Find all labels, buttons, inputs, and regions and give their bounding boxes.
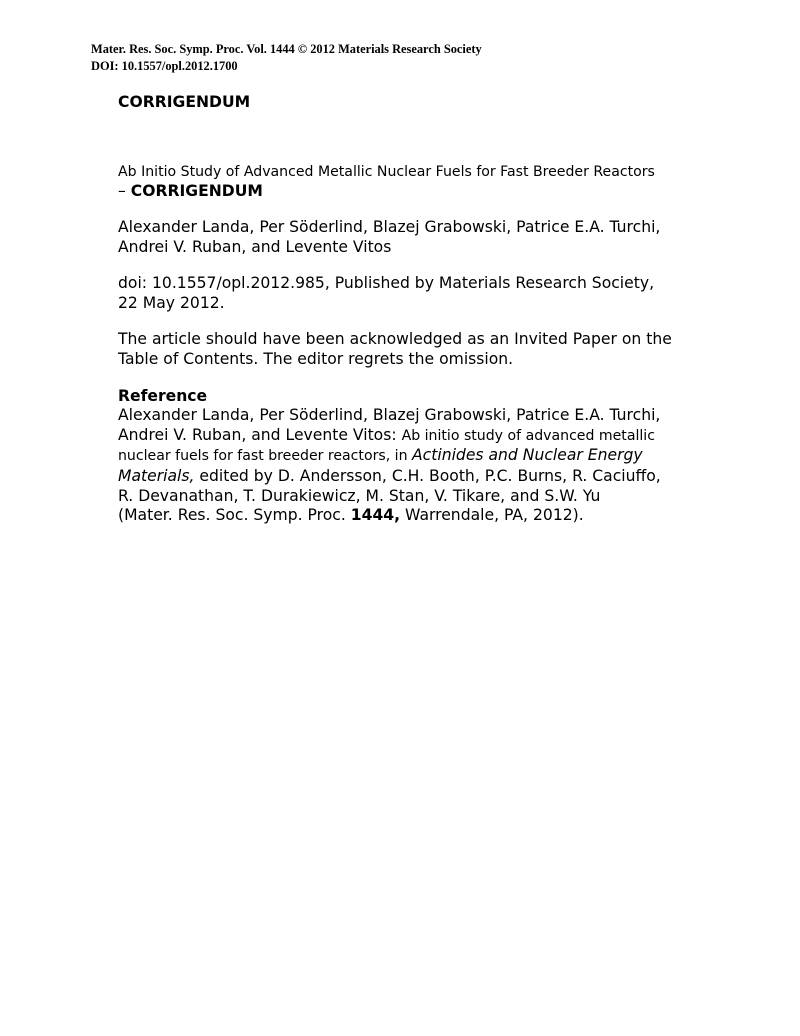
authors-line-1: Alexander Landa, Per Söderlind, Blazej Grabowski, Patrice E.A. Turchi,	[118, 218, 661, 236]
reference-title-part-1: Ab initio study of advanced metallic	[401, 427, 655, 444]
document-body	[118, 93, 698, 526]
page-heading: CORRIGENDUM	[118, 93, 251, 111]
reference-book-part-2: Materials,	[118, 466, 195, 485]
reference-line-6	[118, 506, 698, 526]
notice-line-2: Table of Contents. The editor regrets the omission.	[118, 349, 514, 368]
author-list	[118, 218, 698, 257]
reference-in-text: , in	[385, 448, 413, 465]
reference-line-3	[118, 446, 698, 467]
authors-line-2: Andrei V. Ruban, and Levente Vitos	[118, 237, 392, 256]
reference-proc-suffix: Warrendale, PA, 2012).	[400, 506, 584, 525]
journal-header	[91, 41, 482, 75]
reference-title-part-2: nuclear fuels for fast breeder reactors	[118, 448, 386, 465]
title-corrigendum: CORRIGENDUM	[130, 182, 263, 200]
reference-heading: Reference	[118, 386, 208, 405]
reference-editors-part-2: R. Devanathan, T. Durakiewicz, M. Stan, V. Tikare, and S.W. Yu	[118, 486, 601, 505]
reference-authors-line-1: Alexander Landa, Per Söderlind, Blazej Grabowski, Patrice E.A. Turchi,	[118, 406, 661, 425]
reference-authors-line-2: Andrei V. Ruban, and Levente Vitos:	[118, 425, 402, 444]
reference-proc-prefix: (Mater. Res. Soc. Symp. Proc.	[118, 506, 351, 525]
article-title-main: Ab Initio Study of Advanced Metallic Nuclear Fuels for Fast Breeder Reactors	[118, 164, 655, 180]
reference-line-2	[118, 426, 698, 447]
title-dash: –	[118, 182, 131, 200]
reference-section	[118, 387, 698, 526]
reference-line-4	[118, 467, 698, 487]
journal-doi: DOI: 10.1557/opl.2012.1700	[91, 59, 238, 73]
reference-volume: 1444,	[350, 506, 401, 525]
doi-info	[118, 274, 698, 313]
notice-line-1: The article should have been acknowledged as an Invited Paper on the	[118, 330, 672, 349]
journal-citation: Mater. Res. Soc. Symp. Proc. Vol. 1444 © 2012 Materials Research Society	[91, 42, 482, 56]
article-title-suffix	[118, 182, 698, 201]
article-title	[118, 163, 698, 201]
reference-book-part-1: Actinides and Nuclear Energy	[412, 446, 643, 465]
reference-editors-part-1: edited by D. Andersson, C.H. Booth, P.C. Burns, R. Caciuffo,	[194, 466, 661, 485]
doi-line-2: 22 May 2012.	[118, 293, 225, 312]
doi-line-1: doi: 10.1557/opl.2012.985, Published by Materials Research Society,	[118, 274, 655, 293]
corrigendum-notice	[118, 330, 698, 369]
